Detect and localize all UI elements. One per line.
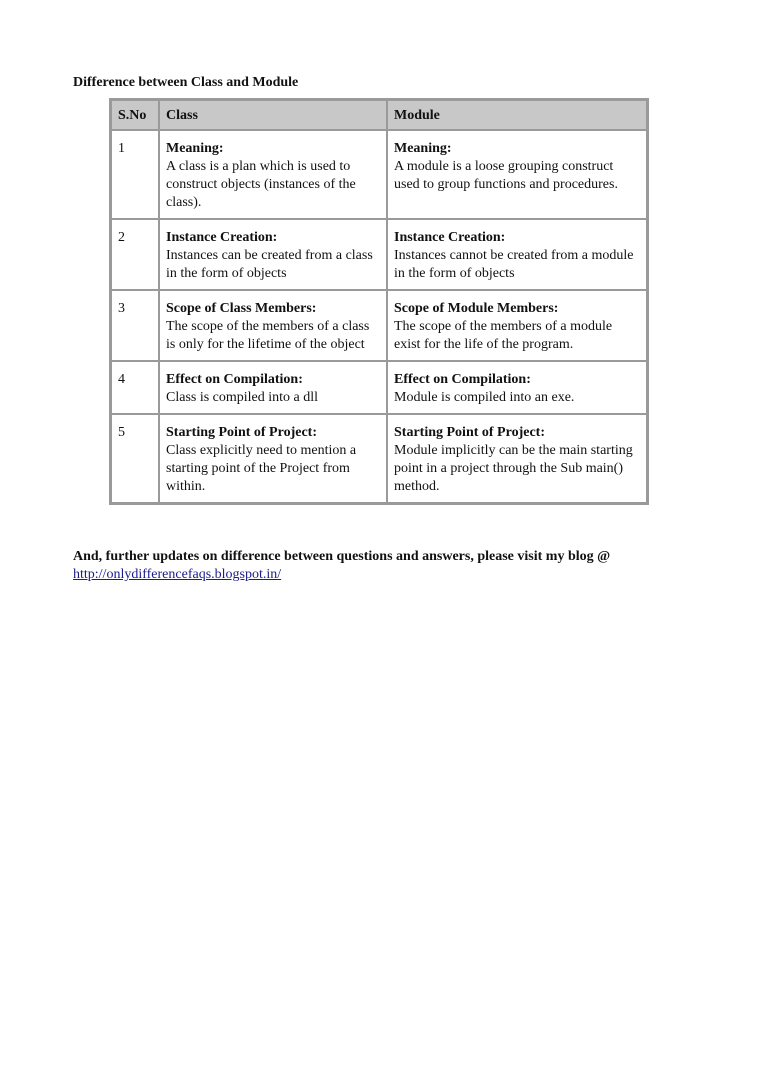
- module-point-title: Instance Creation:: [394, 230, 506, 245]
- comparison-table: [109, 98, 649, 505]
- module-cell: [387, 414, 647, 503]
- column-header-sno: S.No: [111, 100, 159, 130]
- footer-text: And, further updates on difference between questions and answers, please visit my blog @: [73, 549, 611, 564]
- class-point-title: Effect on Compilation:: [166, 372, 303, 387]
- module-point-text: The scope of the members of a module exist for the life of the program.: [394, 319, 613, 352]
- page-title: Difference between Class and Module: [73, 75, 299, 90]
- module-cell: [387, 130, 647, 219]
- row-number: 3: [111, 290, 159, 361]
- class-cell: [159, 414, 387, 503]
- class-point-title: Starting Point of Project:: [166, 425, 317, 440]
- column-header-module: Module: [387, 100, 647, 130]
- table-row: [111, 130, 647, 219]
- module-point-text: Instances cannot be created from a module in the form of objects: [394, 248, 634, 281]
- module-point-title: Scope of Module Members:: [394, 301, 559, 316]
- class-cell: [159, 219, 387, 290]
- class-point-text: Instances can be created from a class in the form of objects: [166, 248, 373, 281]
- row-number: 5: [111, 414, 159, 503]
- class-point-text: A class is a plan which is used to construct objects (instances of the class).: [166, 159, 356, 210]
- class-point-title: Meaning:: [166, 141, 224, 156]
- table-row: [111, 290, 647, 361]
- class-cell: [159, 130, 387, 219]
- module-cell: [387, 219, 647, 290]
- blog-link[interactable]: http://onlydifferencefaqs.blogspot.in/: [73, 567, 282, 582]
- module-cell: [387, 361, 647, 414]
- table-row: [111, 219, 647, 290]
- module-point-text: A module is a loose grouping construct used to group functions and procedures.: [394, 159, 618, 192]
- row-number: 4: [111, 361, 159, 414]
- class-point-text: Class is compiled into a dll: [166, 390, 319, 405]
- class-point-text: The scope of the members of a class is only for the lifetime of the object: [166, 319, 370, 352]
- class-cell: [159, 290, 387, 361]
- row-number: 2: [111, 219, 159, 290]
- module-point-text: Module is compiled into an exe.: [394, 390, 575, 405]
- column-header-class: Class: [159, 100, 387, 130]
- module-cell: [387, 290, 647, 361]
- table-row: [111, 361, 647, 414]
- table-header-row: [111, 100, 647, 130]
- class-point-title: Scope of Class Members:: [166, 301, 317, 316]
- table-row: [111, 414, 647, 503]
- row-number: 1: [111, 130, 159, 219]
- class-point-title: Instance Creation:: [166, 230, 278, 245]
- class-cell: [159, 361, 387, 414]
- module-point-title: Effect on Compilation:: [394, 372, 531, 387]
- footer-note: [73, 548, 713, 584]
- module-point-text: Module implicitly can be the main starting point in a project through the Sub main() method.: [394, 443, 633, 494]
- module-point-title: Starting Point of Project:: [394, 425, 545, 440]
- module-point-title: Meaning:: [394, 141, 452, 156]
- class-point-text: Class explicitly need to mention a starting point of the Project from within.: [166, 443, 357, 494]
